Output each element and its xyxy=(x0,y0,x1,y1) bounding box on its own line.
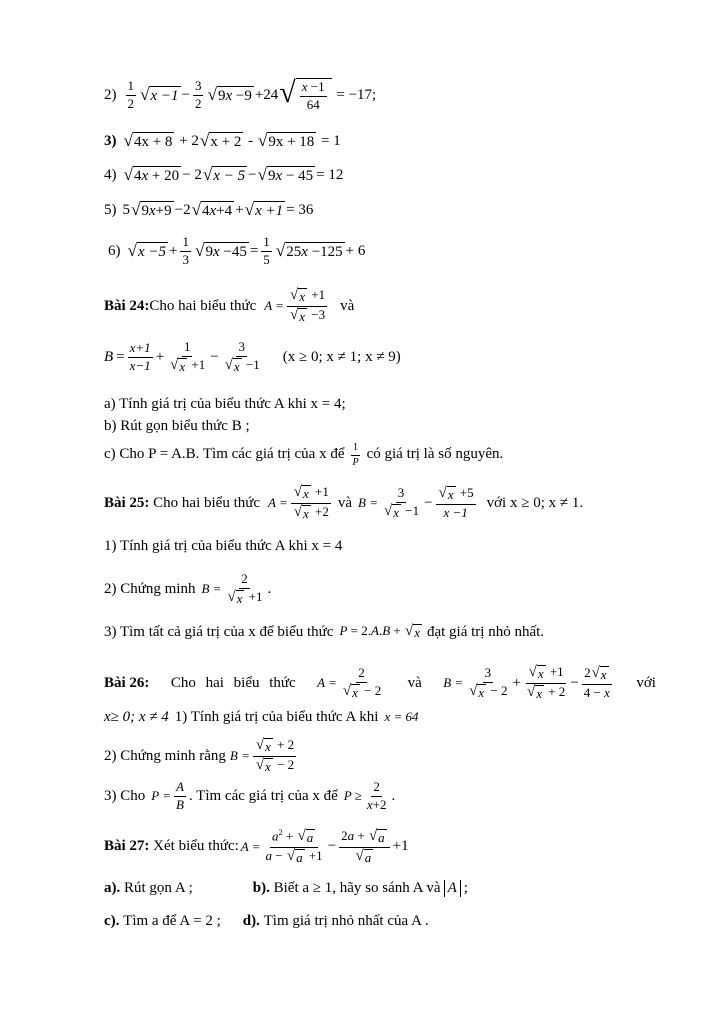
bai27-questions-ab: a). Rút gọn A ; b). Biết a ≥ 1, hãy so sánh A và A ; xyxy=(104,880,468,896)
absolute-value: A xyxy=(444,880,461,897)
bai24-question-c: c) Cho P = A.B. Tìm các giá trị của x để $\frac{1}{P}$ có giá trị là số nguyên. xyxy=(104,442,504,468)
problem-intro: Xét biểu thức: xyxy=(153,838,239,855)
equation: 5 √ 9x+9 −2 √ 4x+4 + √ x +1 = 36 xyxy=(122,200,314,219)
exercise-5 xyxy=(104,201,313,220)
question-text: 3) Cho xyxy=(104,787,146,804)
question-label: d). xyxy=(242,913,260,929)
question-label: c). xyxy=(104,913,120,929)
question-text: 1) Tính giá trị của biểu thức A khi xyxy=(174,709,379,725)
question-text: c) Cho P = A.B. Tìm các giá trị của x để xyxy=(104,446,345,463)
bai25-question-2: 2) Chứng minh B = 2 √ x +1 . xyxy=(104,571,272,606)
problem-title: Bài 24: xyxy=(104,297,150,314)
bai26-header: Bài 26: Cho hai biểu thức A = 2 √ x − 2 và B = 3 √ x − 2 + √ x +1 √ x + 2 − 2 √ x 4 − x với xyxy=(104,664,656,701)
exercise-6 xyxy=(108,235,365,268)
equation: √ x −5 + $\frac{1}{3}$ √ 9x −45 = $\frac{1}{5}$ √ 25x −125 + 6 xyxy=(127,234,366,267)
bai24-question-a: a) Tính giá trị của biểu thức A khi x = 4; xyxy=(104,396,346,412)
problem-intro: Cho hai biểu thức xyxy=(153,494,261,511)
problem-title: Bài 26: xyxy=(104,674,150,691)
question-text: 3) Tìm tất cả giá trị của x để biểu thức xyxy=(104,624,334,640)
fraction-a: √ x +1 √ x −3 xyxy=(287,288,327,325)
condition: x≥ 0; x ≠ 4 xyxy=(104,709,169,725)
exercise-2 xyxy=(104,78,376,113)
question-text: . Tìm các giá trị của x để xyxy=(188,787,338,804)
exercise-label: 2) xyxy=(104,86,117,103)
expression-a: A = xyxy=(264,297,285,313)
equation: √ 4x + 8 + 2 √ x + 2 - √ 9x + 18 = 1 xyxy=(123,131,341,150)
bai25-question-1: 1) Tính giá trị của biểu thức A khi x = 4 xyxy=(104,538,343,554)
bai26-question-1 xyxy=(104,709,418,726)
bai27-questions-cd xyxy=(104,913,429,930)
bai24-question-b: b) Rút gọn biểu thức B ; xyxy=(104,418,250,434)
bai24-header xyxy=(104,288,354,325)
exercise-label: 3) xyxy=(104,133,117,149)
question-text: 2) Chứng minh rằng xyxy=(104,747,226,764)
exercise-label: 5) xyxy=(104,202,117,218)
bai26-question-2: 2) Chứng minh rằng B = √ x + 2 √ x − 2 xyxy=(104,737,295,774)
exercise-label: 6) xyxy=(108,242,121,259)
question-text: Tìm giá trị nhỏ nhất của A . xyxy=(263,913,429,929)
question-text: có giá trị là số nguyên. xyxy=(366,446,504,463)
equation: $\frac{1}{2}$ √ x −1 − $\frac{3}{2}$ √ 9x −9 +24 √ $\frac{x -1}{64}$ = −17; xyxy=(127,76,377,112)
bai24-expression-b: B = $\frac{x+1}{x-1}$ + 1 √ x +1 − 3 √ x −1 (x ≥ 0; x ≠ 1; x ≠ 9) xyxy=(104,339,401,374)
bai27-header: Bài 27: Xét biểu thức: A = $a^2$ + √ a a − √ a +1 − 2a + √ a √ a +1 xyxy=(104,827,409,866)
problem-intro: Cho hai biểu thức xyxy=(170,674,296,691)
exercise-3 xyxy=(104,132,341,151)
equation: √ 4x + 20 − 2 √ x − 5 − √ 9x − 45 = 12 xyxy=(123,165,344,184)
value: x = 64 xyxy=(384,709,419,725)
with-text: với xyxy=(636,674,656,691)
question-label: a). xyxy=(104,880,121,896)
question-text: 2) Chứng minh xyxy=(104,580,196,597)
condition: với x ≥ 0; x ≠ 1. xyxy=(486,494,584,511)
question-text: Rút gọn A ; xyxy=(124,880,193,896)
question-text: đạt giá trị nhỏ nhất. xyxy=(426,624,545,640)
problem-intro: Cho hai biểu thức xyxy=(149,297,257,314)
exercise-label: 4) xyxy=(104,167,117,183)
condition: (x ≥ 0; x ≠ 1; x ≠ 9) xyxy=(282,348,401,365)
question-text: Tìm a để A = 2 ; xyxy=(123,913,221,929)
and-text: và xyxy=(407,674,422,691)
question-label: b). xyxy=(252,880,270,896)
bai25-header: Bài 25: Cho hai biểu thức A = √ x +1 √ x +2 và B = 3 √ x −1 − √ x +5 x −1 với x ≥ 0; x ≠ 1. xyxy=(104,484,584,521)
exercise-4 xyxy=(104,166,343,185)
problem-title: Bài 27: xyxy=(104,838,150,855)
problem-title: Bài 25: xyxy=(104,494,150,511)
and-text: và xyxy=(340,297,355,314)
bai25-question-3: 3) Tìm tất cả giá trị của x để biểu thức P = 2.A.B + √ x đạt giá trị nhỏ nhất. xyxy=(104,623,545,641)
bai26-question-3: 3) Cho P = $\frac{A}{B}$ . Tìm các giá trị của x để P ≥ $\frac{2}{x+2}$ . xyxy=(104,779,396,812)
question-text: . xyxy=(391,787,396,804)
and-text: và xyxy=(337,494,353,511)
question-text: Biết a ≥ 1, hãy so sánh A và xyxy=(273,880,441,896)
